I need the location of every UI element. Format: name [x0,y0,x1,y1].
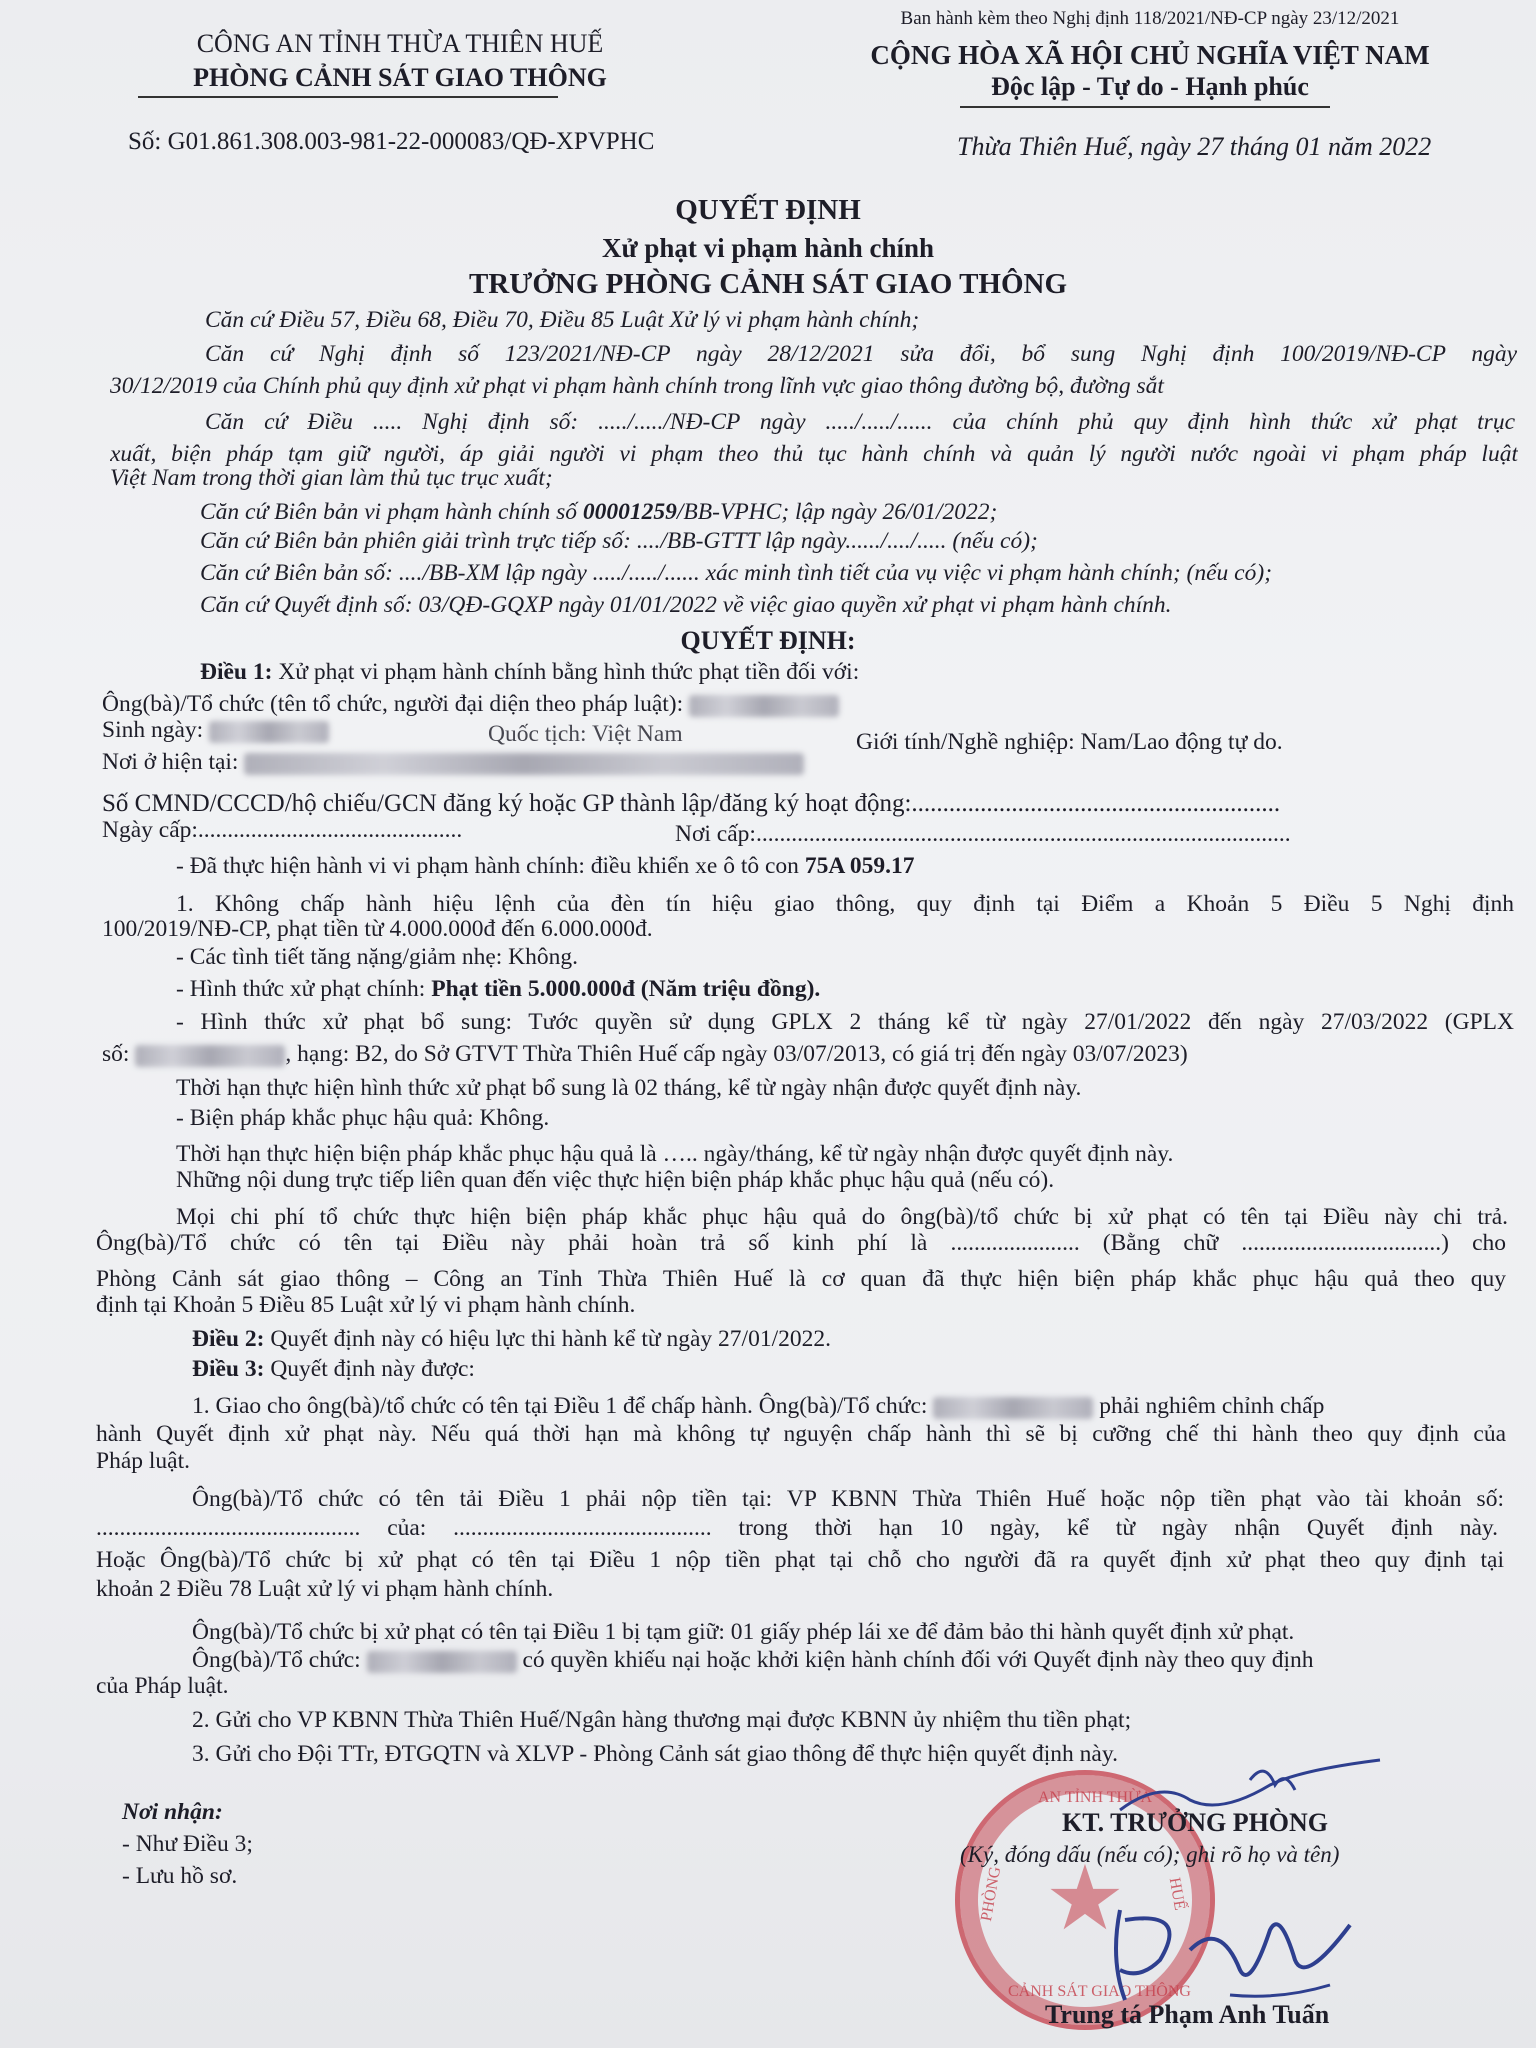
article3-p1a: 1. Giao cho ông(bà)/tổ chức có tên tại Điều 1 để chấp hành. Ông(bà)/Tổ chức: phải nghiêm chỉnh chấp [192,1393,1325,1419]
document-title: QUYẾT ĐỊNH [675,194,861,226]
article3-p1b: hành Quyết định xử phạt này. Nếu quá thời hạn mà không tự nguyện chấp hành thì sẽ bị cưỡng chế thi hành theo quy định của [96,1421,1506,1447]
basis-line-2b: 30/12/2019 của Chính phủ quy định xử phạt vi phạm hành chính trong lĩnh vực giao thông đường bộ, đường sắt [110,373,1164,399]
redacted-violator-2 [367,1651,517,1673]
agency-parent: CÔNG AN TỈNH THỪA THIÊN HUẾ [196,29,604,58]
redacted-name [689,695,839,717]
signature-note: (Ký, đóng dấu (nếu có); ghi rõ họ và tên) [960,1842,1340,1867]
article1-heading: Điều 1: Xử phạt vi phạm hành chính bằng hình thức phạt tiền đối với: [200,659,860,685]
fine-amount: Phạt tiền 5.000.000đ (Năm triệu đồng). [431,976,821,1002]
initials-mark [1100,1740,1400,1830]
additional-penalty-a: - Hình thức xử phạt bổ sung: Tước quyền sử dụng GPLX 2 tháng kể từ ngày 27/01/2022 đến ngày 27/03/2022 (GPLX [176,1009,1514,1035]
nationality: Quốc tịch: Việt Nam [488,721,683,747]
remedy: - Biện pháp khắc phục hậu quả: Không. [176,1105,550,1131]
basis-line-3c: Việt Nam trong thời gian làm thủ tục trục xuất; [110,465,553,491]
appeal-b: của Pháp luật. [96,1673,229,1699]
cost-b: Ông(bà)/Tổ chức có tên tại Điều này phải hoàn trả số kinh phí là ...................... (Bằng chữ ..................................) cho [96,1230,1506,1256]
country-name: CỘNG HÒA XÃ HỘI CHỦ NGHĨA VIỆT NAM [870,40,1430,70]
report-number: 00001259 [582,499,677,525]
recipient-item: - Như Điều 3; [122,1831,253,1857]
issue-place-row: Nơi cấp:........................................................................................... [675,821,1291,847]
article2: Điều 2: Quyết định này có hiệu lực thi hành kể từ ngày 27/01/2022. [192,1326,831,1352]
seal-ring-top: AN TỈNH THỪA [1038,1789,1153,1806]
agency-name: PHÒNG CẢNH SÁT GIAO THÔNG [193,63,607,92]
violation-1a: 1. Không chấp hành hiệu lệnh của đèn tín hiệu giao thông, quy định tại Điểm a Khoản 5 Điều 5 Nghị định [176,891,1514,917]
basis-line-5: Căn cứ Biên bản phiên giải trình trực tiếp số: ..../BB-GTTT lập ngày....../..../..... (nếu có); [200,528,1038,554]
issuing-authority: TRƯỞNG PHÒNG CẢNH SÁT GIAO THÔNG [468,268,1068,300]
seal-star-icon: ★ [1044,1850,1126,1949]
basis-line-2a: Căn cứ Nghị định số 123/2021/NĐ-CP ngày 28/12/2021 sửa đổi, bổ sung Nghị định 100/2019/NĐ-CP ngày [205,341,1517,367]
decree-note: Ban hành kèm theo Nghị định 118/2021/NĐ-CP ngày 23/12/2021 [900,8,1400,29]
address-row: Nơi ở hiện tại: [102,748,804,776]
issue-date-row: Ngày cấp:............................................. [102,817,463,843]
redacted-dob [209,721,329,743]
send-p3: 3. Gửi cho Đội TTr, ĐTGQTN và XLVP - Phòng Cảnh sát giao thông để thực hiện quyết định này. [192,1741,1118,1767]
agency-underline [138,96,558,98]
gender-occupation: Giới tính/Nghề nghiệp: Nam/Lao động tự do. [856,729,1283,755]
appeal-a: Ông(bà)/Tổ chức: có quyền khiếu nại hoặc khởi kiện hành chính đối với Quyết định này theo quy định [192,1647,1314,1673]
basis-line-3b: xuất, biện pháp tạm giữ người, áp giải người vi phạm theo thủ tục hành chính và quản lý người nước ngoài vi phạm pháp luật [110,441,1518,467]
dob-row: Sinh ngày: [102,716,329,744]
motto-underline [960,106,1330,108]
basis-line-3a: Căn cứ Điều ..... Nghị định số: ...../...../NĐ-CP ngày ...../...../...... của chính phủ quy định hình thức xử phạt trục [205,409,1515,435]
place-date: Thừa Thiên Huế, ngày 27 tháng 01 năm 2022 [957,132,1432,161]
send-p2: 2. Gửi cho VP KBNN Thừa Thiên Huế/Ngân hàng thương mại được KBNN ủy nhiệm thu tiền phạt; [192,1707,1132,1733]
main-penalty-row: - Hình thức xử phạt chính: Phạt tiền 5.000.000đ (Năm triệu đồng). [176,976,821,1002]
national-motto: Độc lập - Tự do - Hạnh phúc [991,72,1309,101]
violation-row: - Đã thực hiện hành vi vi phạm hành chính: điều khiển xe ô tô con 75A 059.17 [176,853,915,879]
remedy-term: Thời hạn thực hiện biện pháp khắc phục hậu quả là ….. ngày/tháng, kể từ ngày nhận được quyết định này. [176,1141,1174,1167]
additional-penalty-b: số: , hạng: B2, do Sở GTVT Thừa Thiên Huế cấp ngày 03/07/2013, có giá trị đến ngày 03/07/2023) [102,1041,1188,1067]
decides-heading: QUYẾT ĐỊNH: [680,626,856,655]
violator-name-row: Ông(bà)/Tổ chức (tên tổ chức, người đại diện theo pháp luật): [102,690,839,718]
basis-line-4: Căn cứ Biên bản vi phạm hành chính số 00001259/BB-VPHC; lập ngày 26/01/2022; [200,499,998,525]
signature-title: KT. TRƯỞNG PHÒNG [1062,1808,1329,1837]
basis-line-7: Căn cứ Quyết định số: 03/QĐ-GQXP ngày 01/01/2022 về việc giao quyền xử phạt vi phạm hành chính. [200,592,1172,618]
basis-line-1: Căn cứ Điều 57, Điều 68, Điều 70, Điều 85 Luật Xử lý vi phạm hành chính; [205,307,920,333]
payment-a: Ông(bà)/Tổ chức có tên tải Điều 1 phải nộp tiền tại: VP KBNN Thừa Thiên Huế hoặc nộp tiền phạt vào tài khoản số: [192,1486,1504,1512]
redacted-address [244,753,804,775]
document-subtitle: Xử phạt vi phạm hành chính [601,233,935,263]
payment-c: Hoặc Ông(bà)/Tổ chức bị xử phạt có tên tại Điều 1 nộp tiền phạt tại chỗ cho người đã ra quyết định xử phạt theo quy định tại [96,1547,1504,1573]
basis-line-6: Căn cứ Biên bản số: ..../BB-XM lập ngày ...../...../...... xác minh tình tiết của vụ việc vi phạm hành chính; (nếu có); [200,560,1273,586]
recipient-item: - Lưu hồ sơ. [122,1863,238,1889]
article3-p1c: Pháp luật. [96,1448,190,1474]
payment-b: ............................................. của: ............................................ trong thời hạn 10 ngày, kể từ ngày nhận Quyết định này. [96,1515,1498,1541]
seal-ring-right: HUẾ [1165,1876,1189,1912]
license-plate: 75A 059.17 [804,853,915,879]
id-document-row: Số CMND/CCCD/hộ chiếu/GCN đăng ký hoặc GP thành lập/đăng ký hoạt động:........................................................... [102,790,1281,817]
cost-d: định tại Khoản 5 Điều 85 Luật xử lý vi phạm hành chính. [96,1292,636,1318]
remedy-content: Những nội dung trực tiếp liên quan đến việc thực hiện biện pháp khắc phục hậu quả (nếu có). [176,1167,1055,1193]
redacted-violator [933,1397,1093,1419]
circumstances: - Các tình tiết tăng nặng/giảm nhẹ: Không. [176,944,579,970]
seal-ring-bottom: CẢNH SÁT GIAO THÔNG [1008,1983,1191,2000]
payment-d: khoản 2 Điều 78 Luật xử lý vi phạm hành chính. [96,1576,554,1602]
violation-1b: 100/2019/NĐ-CP, phạt tiền từ 4.000.000đ đến 6.000.000đ. [102,916,653,942]
redacted-license-number [135,1045,285,1067]
recipients-heading: Nơi nhận: [122,1799,223,1825]
additional-term: Thời hạn thực hiện hình thức xử phạt bổ sung là 02 tháng, kể từ ngày nhận được quyết định này. [176,1075,1082,1101]
seized-item: Ông(bà)/Tổ chức bị xử phạt có tên tại Điều 1 bị tạm giữ: 01 giấy phép lái xe để đảm bảo thi hành quyết định xử phạt. [192,1619,1295,1645]
seal-ring-left: PHÒNG [977,1865,1005,1923]
signer-name: Trung tá Phạm Anh Tuấn [1045,2000,1330,2029]
cost-c: Phòng Cảnh sát giao thông – Công an Tỉnh Thừa Thiên Huế là cơ quan đã thực hiện biện pháp khắc phục hậu quả theo quy [96,1266,1506,1292]
cost-a: Mọi chi phí tổ chức thực hiện biện pháp khắc phục hậu quả do ông(bà)/tổ chức bị xử phạt có tên tại Điều này chi trả. [176,1204,1508,1230]
article3-heading: Điều 3: Quyết định này được: [192,1356,475,1382]
decision-number: Số: G01.861.308.003-981-22-000083/QĐ-XPVPHC [128,128,655,155]
